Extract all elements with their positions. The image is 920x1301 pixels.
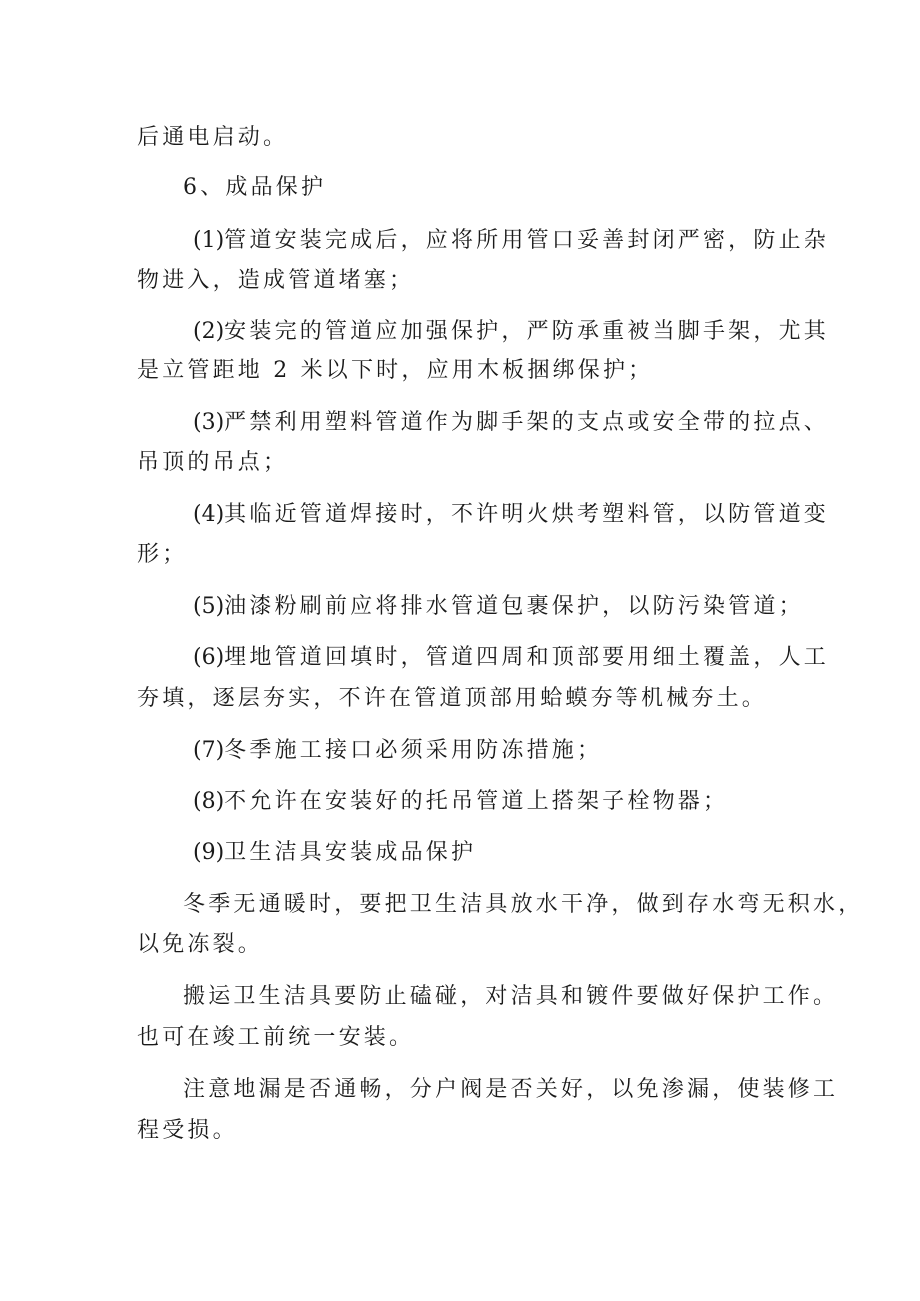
- item-text: 埋地管道回填时，管道四周和顶部要用细土覆盖，人工: [224, 645, 829, 670]
- list-item-line: [193, 643, 829, 673]
- paragraph-line: 以免冻裂。: [137, 932, 264, 957]
- item-continuation: 形；: [137, 542, 188, 567]
- item-number: (7): [193, 738, 225, 763]
- item-number: (5): [193, 594, 225, 619]
- item-number: (9): [193, 840, 225, 865]
- item-number: (1): [193, 228, 225, 253]
- item-text: 冬季施工接口必须采用防冻措施；: [224, 738, 603, 763]
- item-number: (4): [193, 502, 225, 527]
- item-number: (3): [193, 410, 225, 435]
- item-continuation: 物进入，造成管道堵塞；: [137, 268, 415, 293]
- list-item-line: [193, 226, 829, 256]
- item-text: 安装完的管道应加强保护，严防承重被当脚手架，尤其: [224, 319, 829, 344]
- item-number: (8): [193, 789, 225, 814]
- paragraph-line: 也可在竣工前统一安装。: [137, 1025, 415, 1050]
- item-text: 油漆粉刷前应将排水管道包裹保护，以防污染管道；: [224, 594, 804, 619]
- item-continuation: 是立管距地 2 米以下时，应用木板捆绑保护；: [137, 358, 654, 383]
- paragraph-line: 注意地漏是否通畅，分户阀是否关好，以免渗漏，使装修工: [183, 1077, 839, 1102]
- paragraph-line: 程受损。: [137, 1118, 238, 1143]
- list-item-line: [193, 787, 728, 817]
- list-item-line: [193, 736, 602, 766]
- paragraph-line: 冬季无通暖时，要把卫生洁具放水干净，做到存水弯无积水，: [183, 892, 864, 917]
- item-text: 管道安装完成后，应将所用管口妥善封闭严密，防止杂: [224, 228, 829, 253]
- item-text: 卫生洁具安装成品保护: [224, 840, 477, 865]
- list-item-line: [193, 838, 476, 868]
- lead-in-text: 后通电启动。: [137, 125, 289, 150]
- paragraph-line: 搬运卫生洁具要防止磕碰，对洁具和镀件要做好保护工作。: [183, 984, 839, 1009]
- list-item-line: [193, 500, 829, 530]
- item-text: 不允许在安装好的托吊管道上搭架子栓物器；: [224, 789, 729, 814]
- item-number: (6): [193, 645, 225, 670]
- item-text: 严禁利用塑料管道作为脚手架的支点或安全带的拉点、: [224, 410, 829, 435]
- list-item-line: [193, 592, 804, 622]
- item-text: 其临近管道焊接时，不许明火烘考塑料管，以防管道变: [224, 502, 829, 527]
- section-heading: 6、成品保护: [183, 175, 327, 200]
- item-continuation: 吊顶的吊点；: [137, 450, 289, 475]
- item-continuation: 夯填，逐层夯实，不许在管道顶部用蛤蟆夯等机械夯土。: [137, 686, 768, 711]
- list-item-line: [193, 317, 829, 347]
- item-number: (2): [193, 319, 225, 344]
- list-item-line: [193, 408, 829, 438]
